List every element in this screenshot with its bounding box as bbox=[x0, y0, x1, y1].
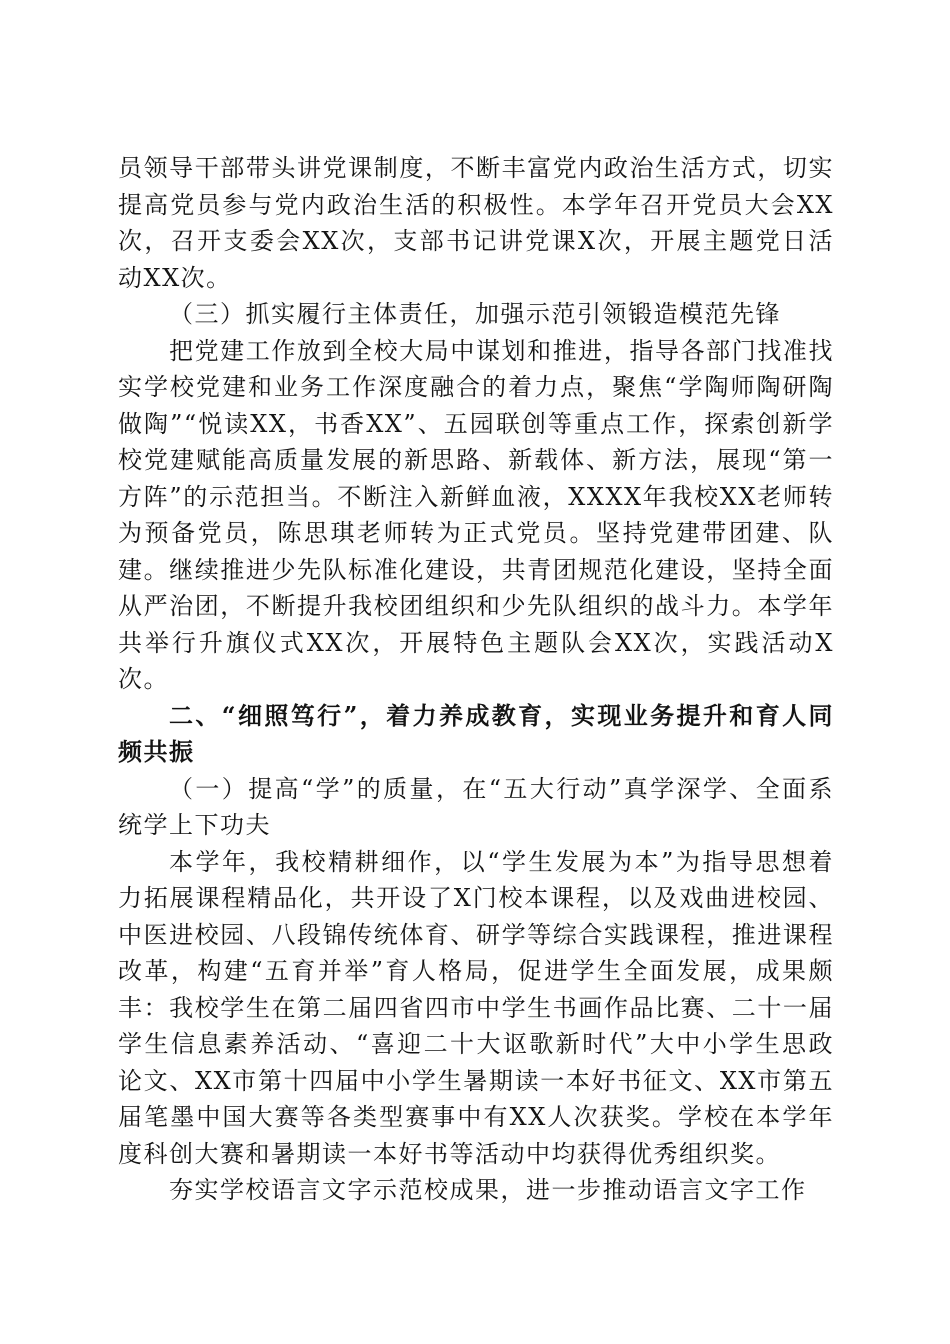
body-paragraph: 本学年，我校精耕细作，以“学生发展为本”为指导思想着力拓展课程精品化，共开设了X门校本课程，以及戏曲进校园、中医进校园、八段锦传统体育、研学等综合实践课程，推进课程改革，构建“五育并举”育人格局，促进学生全面发展，成果颇丰：我校学生在第二届四省四市中学生书画作品比赛、二十一届学生信息素养活动、“喜迎二十大讴歌新时代”大中小学生思政论文、XX市第十四届中小学生暑期读一本好书征文、XX市第五届笔墨中国大赛等各类型赛事中有XX人次获奖。学校在本学年度科创大赛和暑期读一本好书等活动中均获得优秀组织奖。 bbox=[118, 847, 834, 1168]
body-paragraph: 把党建工作放到全校大局中谋划和推进，指导各部门找准找实学校党建和业务工作深度融合的着力点，聚焦“学陶师陶研陶做陶”“悦读XX，书香XX”、五园联创等重点工作，探索创新学校党建赋能高质量发展的新思路、新载体、新方法，展现“第一方阵”的示范担当。不断注入新鲜血液，XXXX年我校XX老师转为预备党员，陈思琪老师转为正式党员。坚持党建带团建、队建。继续推进少先队标准化建设，共青团规范化建设，坚持全面从严治团，不断提升我校团组织和少先队组织的战斗力。本学年共举行升旗仪式XX次，开展特色主题队会XX次，实践活动X次。 bbox=[118, 336, 834, 693]
body-paragraph: 夯实学校语言文字示范校成果，进一步推动语言文字工作 bbox=[169, 1176, 807, 1204]
section-heading-1: （一）提高“学”的质量，在“五大行动”真学深学、全面系统学上下功夫 bbox=[118, 774, 834, 839]
section-heading-3: （三）抓实履行主体责任，加强示范引领锻造模范先锋 bbox=[169, 300, 781, 328]
chapter-heading-2: 二、“细照笃行”，着力养成教育，实现业务提升和育人同频共振 bbox=[118, 700, 834, 766]
document-body bbox=[118, 150, 834, 1209]
body-paragraph: 员领导干部带头讲党课制度，不断丰富党内政治生活方式，切实提高党员参与党内政治生活的积极性。本学年召开党员大会XX次，召开支委会XX次，支部书记讲党课X次，开展主题党日活动XX次。 bbox=[118, 154, 834, 292]
